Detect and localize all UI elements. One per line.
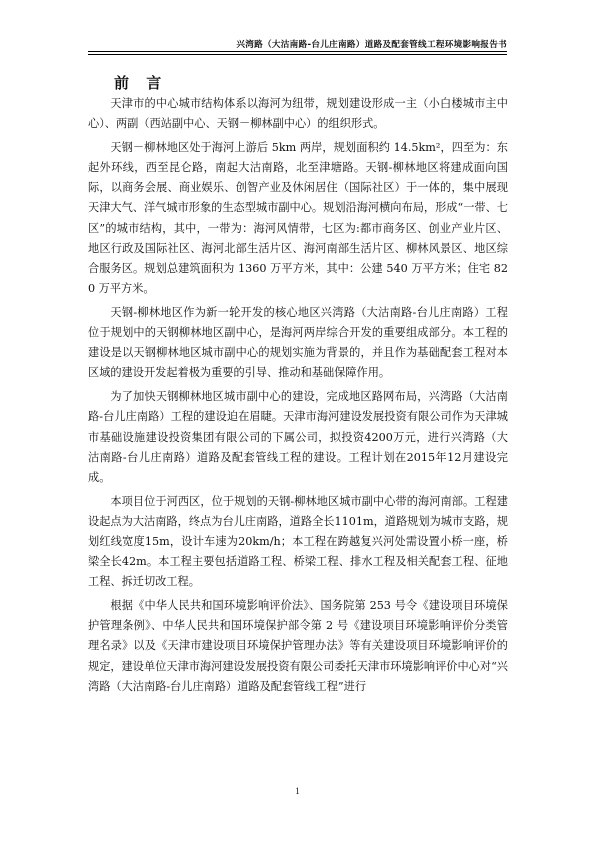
header-rule [88,51,507,52]
paragraph-3: 天钢-柳林地区作为新一轮开发的核心地区兴湾路（大沽南路-台儿庄南路）工程位于规划中的天钢柳林地区副中心，是海河两岸综合开发的重要组成部分。本工程的建设是以天钢柳林地区城市副中心的规划实施为背景的，并且作为基础配套工程对本区域的建设开发起着极为重要的引导、推动和基础保障作用。 [88,305,508,380]
paragraph-1: 天津市的中心城市结构体系以海河为纽带，规划建设形成一主（小白楼城市主中心）、两副（西站副中心、天钢－柳林副中心）的组织形式。 [88,97,508,131]
paragraph-6: 根据《中华人民共和国环境影响评价法》、国务院第 253 号令《建设项目环境保护管理条例》、中华人民共和国环境保护部令第 2 号《建设项目环境影响评价分类管理名录》以及《天津市建设项目环境保护管理办法》等有关建设项目环境影响评价的规定，建设单位天津市海河建设发展投资有限公司委托天津市环境影响评价中心对“兴湾路（大沽南路-台儿庄南路）道路及配套管线工程”进行 [88,599,508,693]
header-rule-thin [88,54,507,55]
section-title: 前 言 [114,74,168,92]
page-number: 1 [295,786,300,796]
paragraph-4: 为了加快天钢柳林地区城市副中心的建设，完成地区路网布局，兴湾路（大沽南路-台儿庄南路）工程的建设迫在眉睫。天津市海河建设发展投资有限公司作为天津城市基础设施建设投资集团有限公司的下属公司，拟投资4200万元，进行兴湾路（大沽南路-台儿庄南路）道路及配套管线工程的建设。工程计划在2015年12月建设完成。 [88,390,508,484]
paragraph-5: 本项目位于河西区，位于规划的天钢-柳林地区城市副中心带的海河南部。工程建设起点为大沽南路，终点为台儿庄南路，道路全长1101m，道路规划为城市支路，规划红线宽度15m，设计车速为20km/h；本工程在跨越复兴河处需设置小桥一座，桥梁全长42m。本工程主要包括道路工程、桥梁工程、排水工程及相关配套工程、征地工程、拆迁切改工程。 [88,494,508,589]
running-header: 兴湾路（大沽南路-台儿庄南路）道路及配套管线工程环境影响报告书 [236,40,507,50]
document-body [88,94,508,701]
paragraph-2: 天钢－柳林地区处于海河上游后 5km 两岸，规划面积约 14.5km²，四至为：东起外环线，西至昆仑路，南起大沽南路，北至津塘路。天钢-柳林地区将建成面向国际，以商务会展、商业娱乐、创智产业及休闲居住（国际社区）于一体的，集中展现天津大气、洋气城市形象的生态型城市副中心。规划沿海河横向布局，形成“一带、七区”的城市结构，其中，一带为：海河风情带，七区为:都市商务区、创业产业片区、地区行政及国际社区、海河北部生活片区、海河南部生活片区、柳林风景区、地区综合服务区。规划总建筑面积为 1360 万平方米，其中：公建 540 万平方米；住宅 820 万平方米。 [88,141,508,295]
